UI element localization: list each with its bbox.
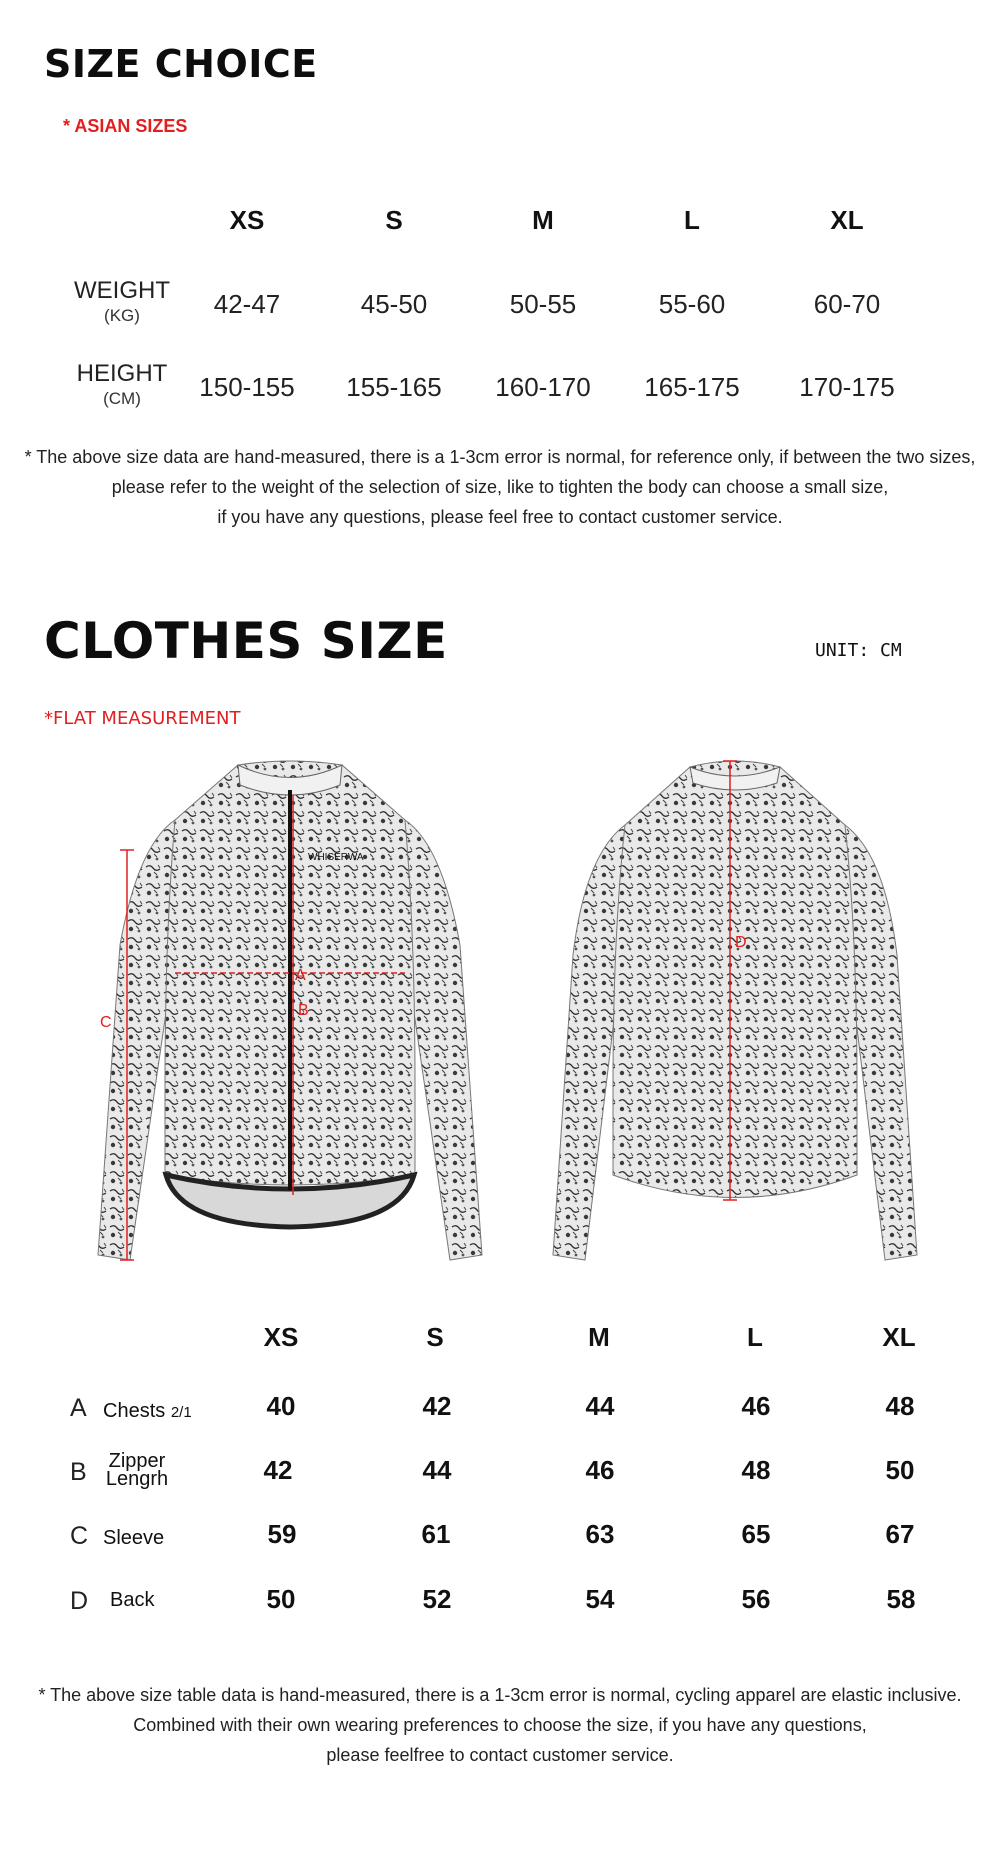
cs-size-header-xs: XS xyxy=(263,1322,299,1352)
sleeve-m: 63 xyxy=(585,1519,615,1549)
figure-label-c: C xyxy=(100,1014,112,1031)
height-xs: 150-155 xyxy=(199,372,295,402)
weight-xs: 42-47 xyxy=(213,289,281,319)
row-label-chests: Chests 2/1 xyxy=(103,1400,192,1422)
size-choice-note-3: if you have any questions, please feel free to contact customer service. xyxy=(217,507,783,527)
height-l: 165-175 xyxy=(644,372,740,402)
cs-size-header-l: L xyxy=(747,1322,763,1352)
size-choice-note-2: please refer to the weight of the selection of size, like to tighten the body can choose a small size, xyxy=(111,477,889,497)
weight-label: WEIGHT xyxy=(74,277,170,304)
chests-m: 44 xyxy=(585,1391,615,1421)
back-m: 54 xyxy=(585,1584,615,1614)
zipper-xl: 50 xyxy=(885,1455,915,1485)
height-s: 155-165 xyxy=(346,372,442,402)
weight-l: 55-60 xyxy=(658,289,726,319)
row-label-chests-sub: 2/1 xyxy=(170,1404,192,1421)
height-xl: 170-175 xyxy=(799,372,895,402)
brand-logo: WHISERWA xyxy=(308,852,364,863)
row-label-sleeve: Sleeve xyxy=(103,1527,165,1549)
sleeve-s: 61 xyxy=(421,1519,451,1549)
sleeve-xs: 59 xyxy=(267,1519,297,1549)
figure-label-b: B xyxy=(298,1002,309,1019)
chests-s: 42 xyxy=(422,1391,452,1421)
size-header-l: L xyxy=(684,205,700,235)
chests-l: 46 xyxy=(741,1391,771,1421)
sleeve-l: 65 xyxy=(741,1519,771,1549)
size-choice-note-1: * The above size data are hand-measured, there is a 1-3cm error is normal, for reference only, if between the two sizes, xyxy=(24,447,976,467)
row-label-back: Back xyxy=(110,1589,155,1611)
cs-size-header-m: M xyxy=(588,1322,610,1352)
zipper-l: 48 xyxy=(741,1455,771,1485)
size-header-xs: XS xyxy=(229,205,265,235)
weight-m: 50-55 xyxy=(509,289,577,319)
zipper-m: 46 xyxy=(585,1455,615,1485)
size-choice-title: SIZE CHOICE xyxy=(44,42,318,86)
height-label: HEIGHT xyxy=(76,360,168,387)
clothes-size-title: CLOTHES SIZE xyxy=(44,612,448,670)
clothes-size-note-3: please feelfree to contact customer service. xyxy=(326,1745,674,1765)
sleeve-xl: 67 xyxy=(885,1519,915,1549)
chests-xl: 48 xyxy=(885,1391,915,1421)
row-letter-a: A xyxy=(70,1394,87,1422)
zipper-xs: 42 xyxy=(263,1455,293,1485)
asian-sizes-note: * ASIAN SIZES xyxy=(63,116,188,136)
jersey-front-image xyxy=(90,755,490,1275)
cs-size-header-xl: XL xyxy=(882,1322,916,1352)
weight-unit: (KG) xyxy=(104,306,140,325)
unit-label: UNIT: CM xyxy=(815,640,902,661)
weight-s: 45-50 xyxy=(360,289,428,319)
back-s: 52 xyxy=(422,1584,452,1614)
row-label-zipper: Zipper Lengrh xyxy=(105,1450,169,1490)
size-header-s: S xyxy=(385,205,403,235)
weight-xl: 60-70 xyxy=(813,289,881,319)
row-letter-b: B xyxy=(70,1458,87,1486)
chests-xs: 40 xyxy=(266,1391,296,1421)
row-letter-c: C xyxy=(70,1522,89,1550)
jersey-back-image xyxy=(545,755,925,1275)
flat-measurement-note: *FLAT MEASUREMENT xyxy=(44,708,241,729)
cs-size-header-s: S xyxy=(426,1322,444,1352)
clothes-size-note-1: * The above size table data is hand-measured, there is a 1-3cm error is normal, cycling apparel are elastic inclusive. xyxy=(38,1685,962,1705)
zipper-s: 44 xyxy=(422,1455,452,1485)
back-xs: 50 xyxy=(266,1584,296,1614)
figure-label-a: A xyxy=(295,967,306,984)
back-l: 56 xyxy=(741,1584,771,1614)
height-unit: (CM) xyxy=(103,389,141,408)
size-header-m: M xyxy=(532,205,554,235)
figure-label-d: D xyxy=(735,934,747,951)
height-m: 160-170 xyxy=(495,372,591,402)
back-body xyxy=(613,761,857,1198)
clothes-size-note-2: Combined with their own wearing preferences to choose the size, if you have any questions, xyxy=(133,1715,867,1735)
row-letter-d: D xyxy=(70,1587,89,1615)
back-xl: 58 xyxy=(886,1584,916,1614)
size-header-xl: XL xyxy=(830,205,864,235)
